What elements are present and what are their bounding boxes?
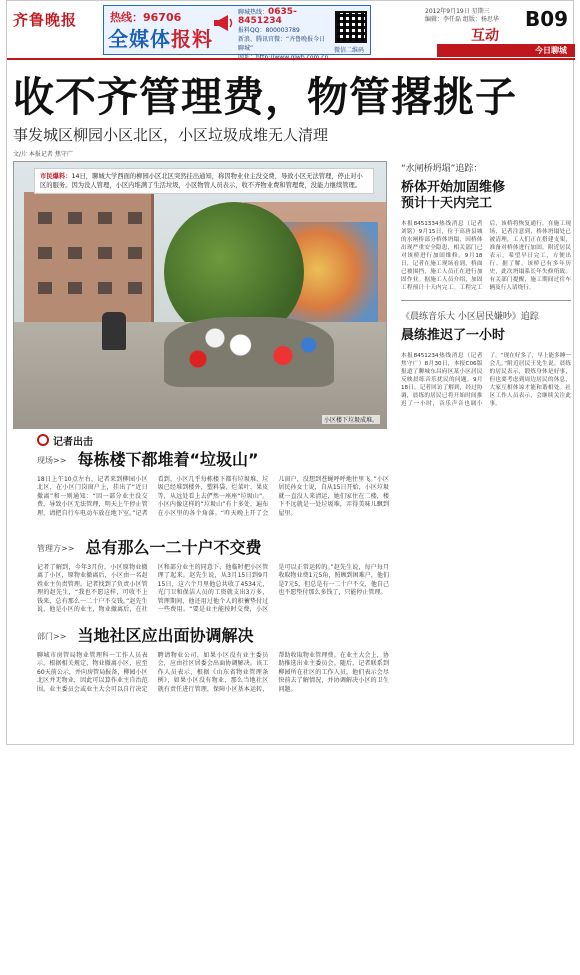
right-column bbox=[401, 161, 571, 408]
newspaper-logo: 齐鲁晚报 bbox=[13, 11, 78, 29]
section-body: 聊城市房管局物业管理科一工作人员表示，根据相关规定，物业撤离小区，应至60天前公示，并向房管局报备，柳园小区北区并无物业，因此可以算作业主自治范围。业主委员会或业主大会可以自行决定聘请物业公司，如果小区没有业主委员会，应由社区居委会出面协调解决。该工作人员表示，根据《山东省物业管理条例》，如果小区没有物业，那么当地社区就有责任进行管理，保障小区基本运转，帮助收取物业管理费。在业主大会上，协助推选出业主委员会。随后，记者联系到柳园所在社区的工作人员，他们表示会尽快前去了解情况，并协调解决小区的卫生问题。 bbox=[37, 652, 389, 693]
story-tag: 《晨练音乐大 小区居民嫌吵》追踪 bbox=[401, 312, 539, 322]
sidebar-story-morning-exercise bbox=[401, 309, 571, 408]
masthead bbox=[7, 1, 575, 63]
main-subhead: 事发城区柳园小区北区，小区垃圾成堆无人清理 bbox=[13, 126, 329, 144]
section-label: 现场>> bbox=[37, 456, 67, 465]
section-management bbox=[37, 535, 389, 614]
caption-text: 14日，聊城大学西面的柳园小区北区突然挂出通知，称因物业业主没交费，导致小区无法管理，停止对小区的服务。因为没人管理，小区内堆满了生活垃圾，小区物管人员表示，收不齐物业费和管理费，没能力继续管理。 bbox=[40, 173, 363, 189]
story-body: 本报8451234热线消息（记者 焦守广）8月30日，本报C06版报道了聊城东昌府区某小区居民反映晨练音乐扰民的问题。9月18日，记者回访了解到，经过协调，晨练的居民已将开始时间推迟了一小时，音乐声音也调小了。“现在好多了，早上能多睡一会儿。”附近居民王先生说。晨练的居民表示，锻炼身体是好事，但也要考虑到周边居民的休息，大家互相体谅才能和谐相处。社区工作人员表示，会继续关注此事。 bbox=[401, 353, 571, 407]
section-label: 部门>> bbox=[37, 632, 67, 641]
page-margin bbox=[0, 745, 580, 975]
issue-editors: 编辑：李仟磊 组版：杨思华 bbox=[425, 16, 499, 23]
masthead-rule bbox=[7, 58, 575, 60]
ad-mid-tel: 0635-8451234 bbox=[238, 7, 297, 26]
section-title: 总有那么一二十户不交费 bbox=[85, 538, 262, 557]
byline: 文/片 本报记者 焦守广 bbox=[13, 151, 73, 158]
ad-weibo: 新浪、腾讯官微：“齐鲁晚报今日聊城” bbox=[238, 36, 326, 52]
ad-slogan-part2: 报料 bbox=[171, 27, 213, 51]
issue-date: 2012年9月19日 星期三 bbox=[425, 8, 490, 15]
ad-mid-title: 聊城热线： bbox=[238, 9, 269, 16]
issue-info bbox=[425, 8, 499, 24]
newspaper-page bbox=[6, 0, 574, 745]
photo-garbage-pile bbox=[164, 317, 334, 387]
section-department bbox=[37, 623, 389, 694]
section-tag: 互动 bbox=[471, 28, 499, 44]
story-tag: “水闸桥坍塌”追踪： bbox=[401, 164, 483, 174]
photo-caption bbox=[34, 168, 374, 194]
story-body: 本报8451334热线消息（记者 刘铭）9月15日，位于高唐县城的水闸桥部分桥体坍塌，因桥体出现严重安全隐患，相关部门已对该桥进行加固维修。9月18日，记者在施工现场看到，桥面已被围挡，施工人员正在进行加固作业。据施工人员介绍，加固工程预计十天内完工。工程完工后，该桥将恢复通行。在施工现场，记者注意到，桥体坍塌处已被清理，工人们正在搭建支架，准备对桥体进行加固。附近居民表示，希望早日完工，方便出行。据了解，该桥已有多年历史，此次坍塌系长年失修所致。有关部门提醒，施工期间过往车辆及行人请绕行。 bbox=[401, 221, 571, 291]
ad-contact-info bbox=[238, 8, 330, 62]
caption-lead: 市民爆料： bbox=[40, 173, 72, 180]
section-title: 当地社区应出面协调解决 bbox=[77, 626, 254, 645]
section-label: 管理方>> bbox=[37, 544, 75, 553]
section-body: 记者了解到，今年3月份，小区原物业撤离了小区，原物业撤离后，小区由一名赵姓业主负责管理。记者找到了负责小区管理的赵先生，“我也不愿这样，可收不上钱来，总有那么一二十户不交钱。”赵先生说，他是小区的业主，物业撤离后，在社区和部分业主的同意下，他临时把小区管理了起来。赵先生说，从3月15日到9月15日，这六个月里他总共收了4534元，光门卫和保洁人员的工资就支出3万多，管理期间，他还用过他个人的积蓄垫付过一些费用。“要是业主能按时交费，小区是可以正常运转的。”赵先生说，每户每月收取物业费1元5角，照顾到困难户，他们是7元5，但总是有一二十户不交，他自己也不愿垫付那么多钱了，只能停止管理。 bbox=[37, 564, 389, 614]
section-bar: 今日聊城 bbox=[437, 44, 575, 57]
megaphone-icon bbox=[212, 14, 234, 32]
qr-code-icon bbox=[335, 11, 367, 43]
photo-building bbox=[24, 192, 154, 342]
photo-motorbike bbox=[102, 312, 126, 350]
qr-label: 微信二维码 bbox=[334, 47, 365, 54]
story-title: 桥体开始加固维修 预计十天内完工 bbox=[401, 180, 506, 211]
story-title: 晨练推迟了一小时 bbox=[401, 328, 506, 343]
divider bbox=[401, 300, 571, 301]
sidebar-story-bridge bbox=[401, 161, 571, 292]
photo-credit: 小区楼下垃圾成堆。 bbox=[323, 417, 378, 424]
news-photo bbox=[13, 161, 387, 429]
ad-slogan bbox=[108, 23, 213, 52]
section-title: 每栋楼下都堆着“垃圾山” bbox=[77, 450, 259, 469]
ad-slogan-part1: 全媒体 bbox=[108, 27, 171, 51]
section-body: 18日上午10点左右，记者来到柳园小区北区，在小区门岗窗户上，挂出了“近日撤离”和一则通知：“因一部分业主没交费，导致小区无法管理，明天上午停止管理，请把自行车电动车放在地下室。”记者看到，小区几乎每栋楼下都有垃圾堆，垃圾已经堆到楼外，塑料袋、烂菜叶、果皮等，从远处看上去俨然一座座“垃圾山”。小区内像这样的“垃圾山”有十多处，遍布在小区里的各个角落。“昨天晚上开了会儿窗户，没想到苍蝇呼呼地往里飞。”小区居民孙女士说，自从15日开始，小区垃圾就一直没人来清运，她们家住在二楼，楼下不远就是一处垃圾堆，弄得美味儿飘到屋里。 bbox=[37, 476, 389, 517]
reporter-tag: 记者出击 bbox=[37, 433, 93, 448]
page-number: B09 bbox=[525, 7, 569, 31]
ad-qq: 报料QQ：800003789 bbox=[238, 27, 300, 34]
section-scene bbox=[37, 447, 389, 518]
main-headline: 收不齐管理费，物管撂挑子 bbox=[13, 73, 517, 121]
hotline-ad bbox=[103, 5, 371, 55]
ad-hotline: 热线：96706 bbox=[110, 11, 182, 24]
